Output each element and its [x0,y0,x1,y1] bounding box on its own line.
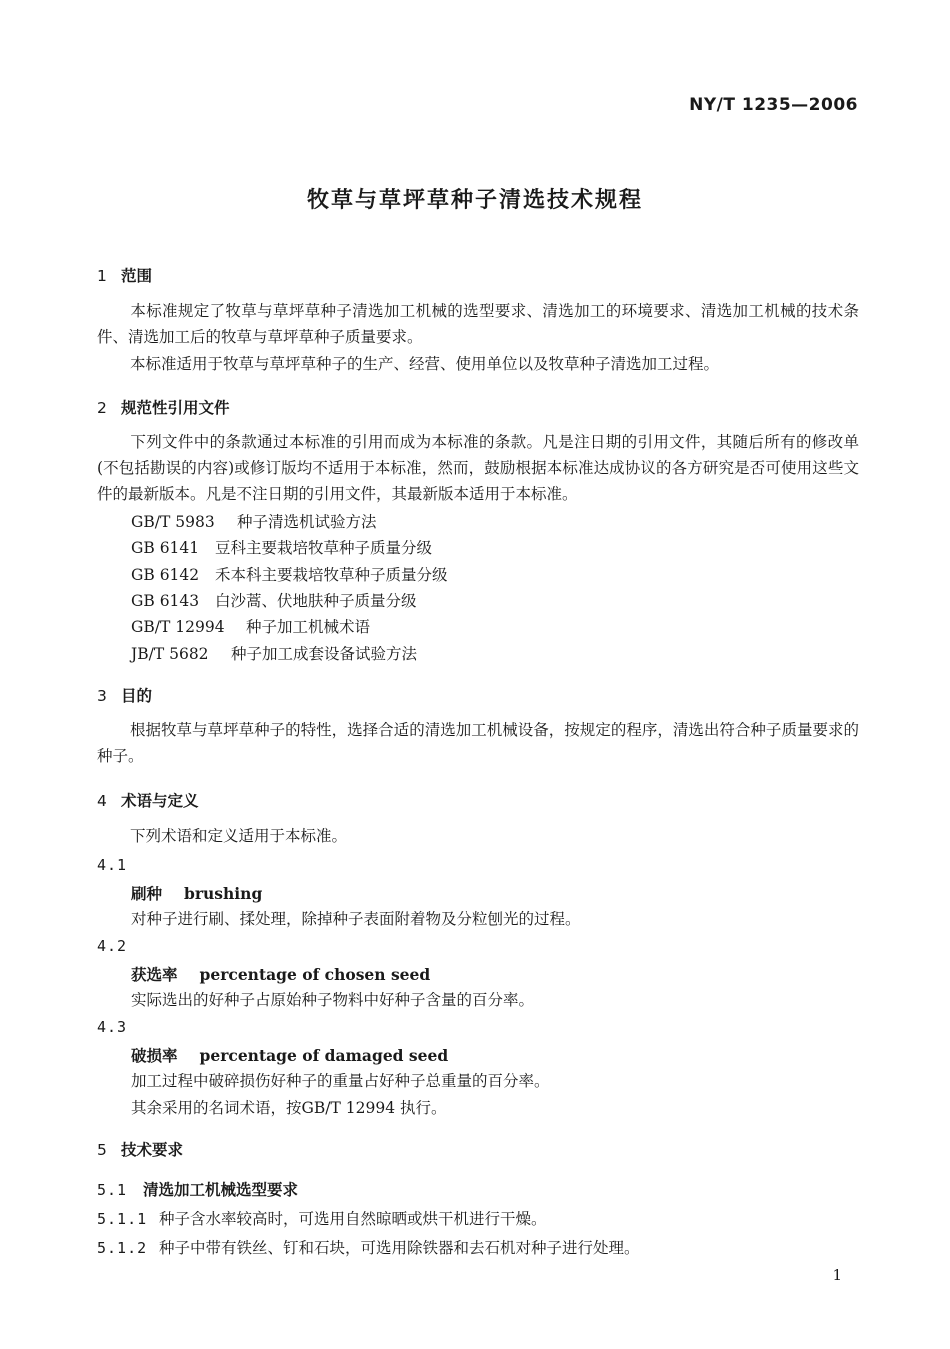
reference-item [131,615,370,637]
reference-item [131,642,417,664]
reference-code: GB 6143 [131,592,200,610]
section-1-heading [97,264,152,286]
term-note: 其余采用的名词术语，按GB/T 12994 执行。 [131,1099,447,1117]
clause-number: 5.1.2 [97,1239,148,1257]
reference-name: 种子加工机械术语 [246,618,371,636]
term-en: percentage of chosen seed [199,965,431,984]
paragraph-text: 根据牧草与草坪草种子的特性，选择合适的清选加工机械设备，按规定的程序，清选出符合种子质量要求的种子。 [97,721,859,765]
reference-item [131,510,377,532]
reference-item [131,589,417,611]
section-3-heading [97,684,152,706]
reference-item [131,536,432,558]
clause-5-1-1 [97,1207,547,1229]
reference-code: GB/T 12994 [131,618,225,636]
section-title: 规范性引用文件 [121,399,230,417]
section-4-paragraph-1 [97,823,859,849]
term-heading [131,882,262,904]
subsection-title: 清选加工机械选型要求 [143,1181,299,1199]
clause-text: 种子中带有铁丝、钉和石块，可选用除铁器和去石机对种子进行处理。 [159,1239,640,1257]
clause-number: 5.1.1 [97,1210,148,1228]
term-zh: 获选率 [131,965,178,984]
section-3-paragraph-1 [97,717,859,769]
subsection-5-1-heading [97,1178,298,1200]
paragraph-text: 本标准适用于牧草与草坪草种子的生产、经营、使用单位以及牧草种子清选加工过程。 [130,355,720,373]
clause-5-1-2 [97,1236,640,1258]
paragraph-text: 下列文件中的条款通过本标准的引用而成为本标准的条款。凡是注日期的引用文件，其随后所有的修改单(不包括勘误的内容)或修订版均不适用于本标准，然而，鼓励根据本标准达成协议的各方研究是否可使用这些文件的最新版本。凡是不注日期的引用文件，其最新版本适用于本标准。 [97,433,859,503]
term-definition: 加工过程中破碎损伤好种子的重量占好种子总重量的百分率。 [131,1072,550,1090]
page-title: 牧草与草坪草种子清选技术规程 [306,188,643,213]
term-number: 4.3 [97,1018,128,1036]
term-number: 4.2 [97,937,128,955]
section-title: 范围 [121,267,153,285]
section-1-paragraph-2 [97,351,859,377]
reference-item [131,563,448,585]
subsection-number: 5.1 [97,1181,128,1199]
term-zh: 刷种 [131,884,163,903]
reference-name: 禾本科主要栽培牧草种子质量分级 [215,566,448,584]
term-number: 4.1 [97,856,128,874]
section-title: 技术要求 [121,1141,184,1159]
term-definition: 对种子进行刷、揉处理，除掉种子表面附着物及分粒刨光的过程。 [131,910,581,928]
section-number: 1 [97,267,107,285]
reference-code: GB 6142 [131,566,200,584]
reference-code: GB/T 5983 [131,513,215,531]
section-1-paragraph-1 [97,298,859,350]
section-title: 术语与定义 [121,792,199,810]
clause-text: 种子含水率较高时，可选用自然晾晒或烘干机进行干燥。 [159,1210,547,1228]
section-number: 4 [97,792,107,810]
reference-name: 豆科主要栽培牧草种子质量分级 [215,539,433,557]
reference-code: GB 6141 [131,539,200,557]
reference-code: JB/T 5682 [131,645,209,663]
section-2-heading [97,396,230,418]
term-en: brushing [184,884,263,903]
paragraph-text: 本标准规定了牧草与草坪草种子清选加工机械的选型要求、清选加工的环境要求、清选加工机械的技术条件、清选加工后的牧草与草坪草种子质量要求。 [97,302,859,346]
section-4-heading [97,789,199,811]
reference-name: 种子加工成套设备试验方法 [231,645,418,663]
paragraph-text: 下列术语和定义适用于本标准。 [130,827,348,845]
term-en: percentage of damaged seed [199,1046,449,1065]
term-heading [131,1044,448,1066]
term-zh: 破损率 [131,1046,178,1065]
section-number: 3 [97,687,107,705]
section-number: 2 [97,399,107,417]
standard-number: NY/T 1235—2006 [689,95,858,115]
term-heading [131,963,430,985]
section-title: 目的 [121,687,153,705]
reference-name: 种子清选机试验方法 [237,513,377,531]
reference-name: 白沙蒿、伏地肤种子质量分级 [215,592,417,610]
section-2-paragraph-1 [97,429,859,507]
term-definition: 实际选出的好种子占原始种子物料中好种子含量的百分率。 [131,991,535,1009]
section-5-heading [97,1138,183,1160]
page-number: 1 [832,1266,842,1284]
section-number: 5 [97,1141,107,1159]
